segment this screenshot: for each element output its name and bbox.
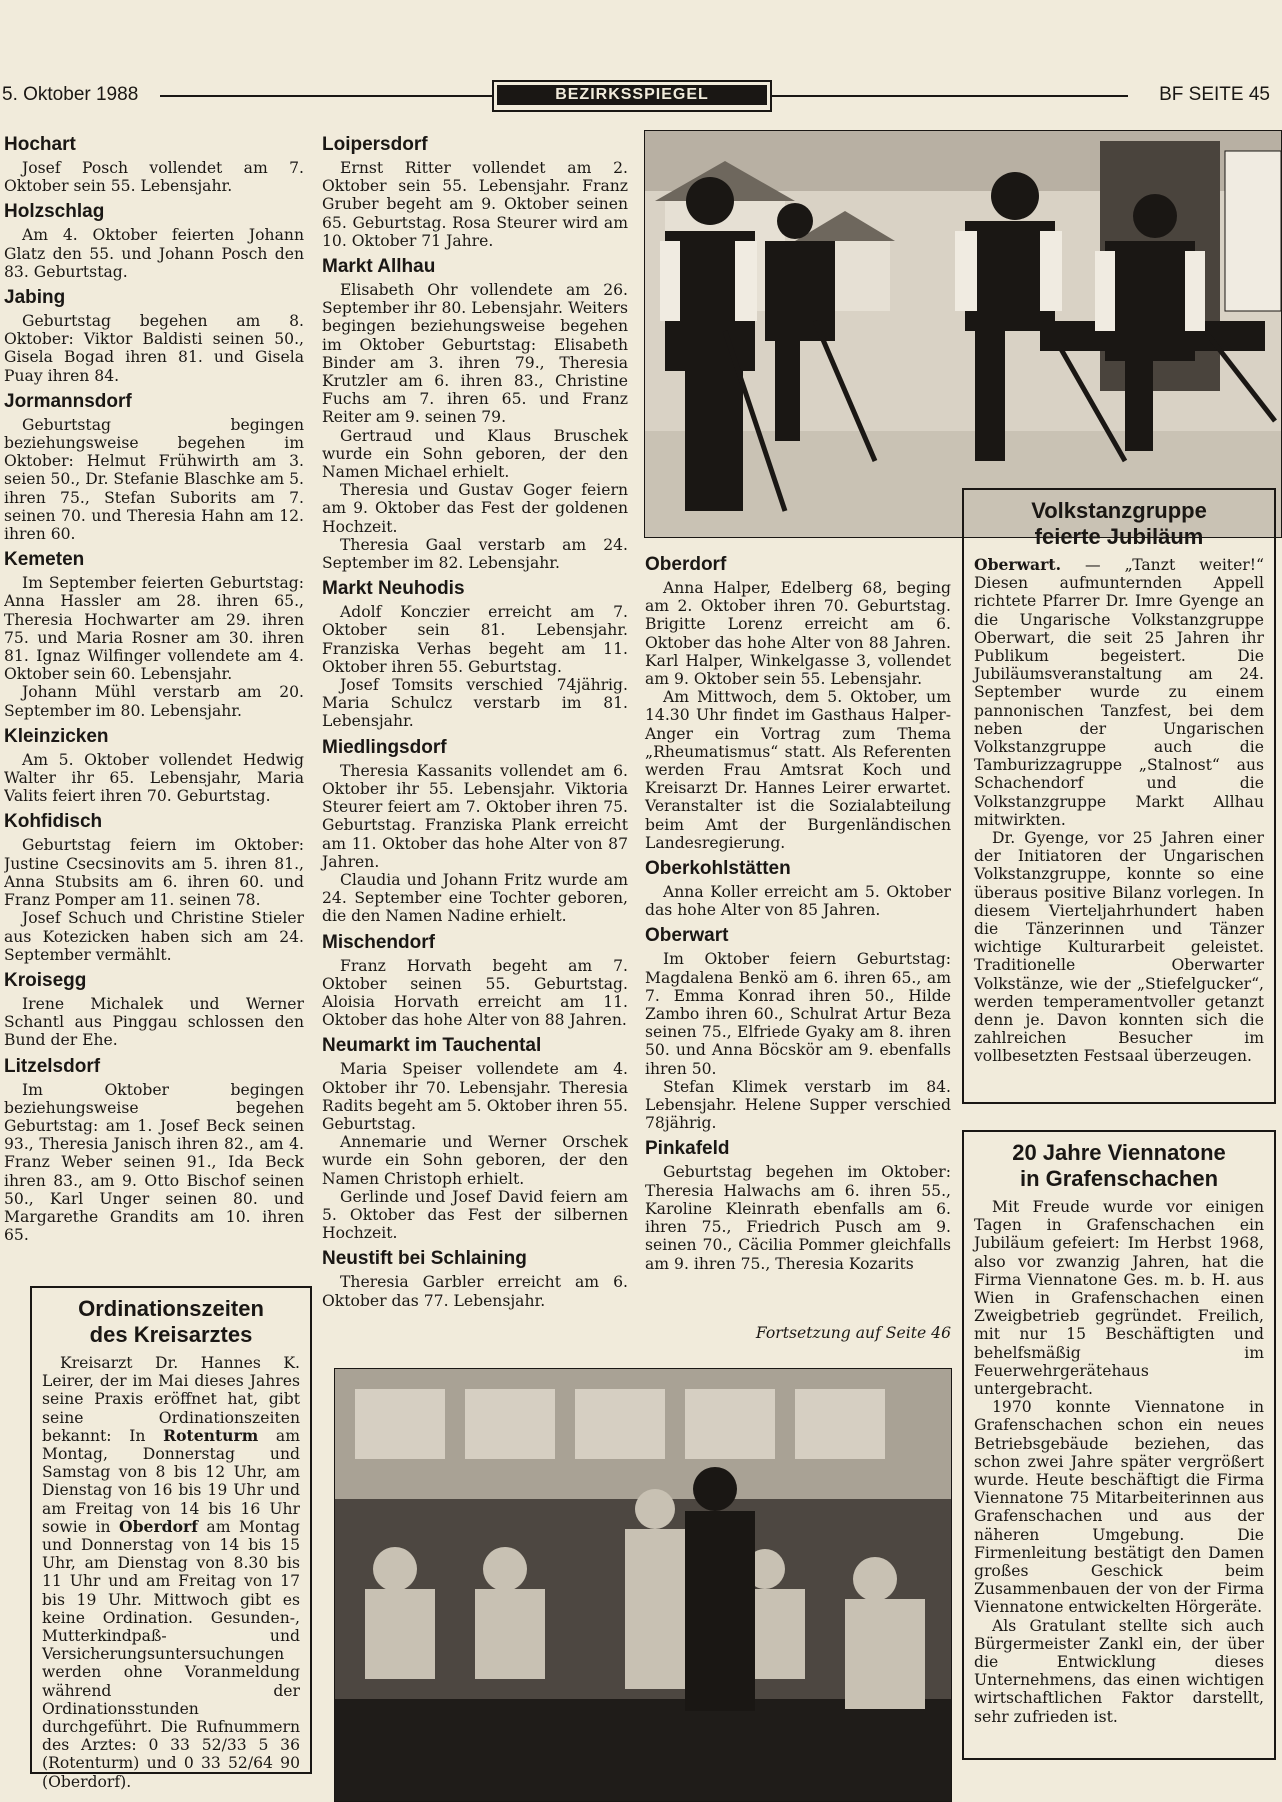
section-paragraph-neumarkt-im-tauchental-1: Annemarie und Werner Orschek wurde ein Sohn geboren, der den Namen Christoph erhielt. [322,1133,628,1188]
volkstanz-title-line1: Volkstanzgruppe [1031,498,1207,523]
section-paragraph-kleinzicken-0: Am 5. Oktober vollendet Hedwig Walter ihr 65. Lebensjahr, Maria Valits feiert ihren 70. Geburtstag. [4,750,304,806]
ordination-text [42,1354,300,1791]
section-heading-loipersdorf: Loipersdorf [322,134,428,155]
ordination-place-oberdorf: Oberdorf [119,1516,198,1536]
section-heading-jabing: Jabing [4,287,66,309]
viennatone-title-line1: 20 Jahre Viennatone [1012,1140,1226,1165]
section-heading-hochart: Hochart [4,134,76,155]
ordination-title-line2: des Kreisarztes [89,1322,253,1347]
volkstanz-dateline: Oberwart. [974,555,1061,574]
volkstanz-article-box [962,488,1276,1104]
section-heading-kohfidisch: Kohfidisch [4,811,103,833]
section-paragraph-neumarkt-im-tauchental-0: Maria Speiser vollendete am 4. Oktober ihr 70. Lebensjahr. Theresia Radits begeht am 5. Oktober ihren 55. Geburtstag. [322,1060,628,1133]
masthead [492,80,772,112]
section-paragraph-markt-allhau-0: Elisabeth Ohr vollendete am 26. September ihr 80. Lebensjahr. Weiters begingen beziehungsweise begehen im Oktober Geburtstag: Elisabeth Binder am 3. ihren 79., Theresia Krutzler am 6. ihren 83., Christine Fuchs am 7. ihren 65. und Franz Reiter am 9. seinen 79. [322,281,628,427]
volkstanz-para2: Dr. Gyenge, vor 25 Jahren einer der Initiatoren der Ungarischen Volkstanzgruppe, konnte so eine überaus positive Bilanz vorlegen. In diesem Vierteljahrhundert haben die Tänzerinnen und Tänzer wichtige Kulturarbeit geleistet. Traditionelle Oberwarter Volkstänze, wie der „Stiefelgucker“, werden temperamentvoller getanzt denn je. Davon konnten sich die zahlreichen Besucher im vollbesetzten Festsaal überzeugen. [974,829,1264,1066]
section-paragraph-kemeten-0: Im September feierten Geburtstag: Anna Hassler am 28. ihren 65., Theresia Hochwarter am 29. ihren 75. und Maria Rosner am 30. ihren 81. Ignaz Wilfinger vollendete am 4. Oktober sein 60. Lebensjahr. [4,574,304,684]
section-paragraph-markt-neuhodis-0: Adolf Konczier erreicht am 7. Oktober sein 81. Lebensjahr. Franziska Verhas begeht am 11. Oktober ihren 55. Geburtstag. [322,603,628,676]
section-heading-mischendorf: Mischendorf [322,931,435,953]
header-rule-right [772,95,1128,97]
section-heading-miedlingsdorf: Miedlingsdorf [322,736,447,758]
factory-workers-photo [334,1368,952,1802]
section-heading-kemeten: Kemeten [4,549,85,571]
section-paragraph-kohfidisch-1: Josef Schuch und Christine Stieler aus Kotezicken haben sich am 24. September vermählt. [4,909,304,964]
column-3 [645,548,951,1273]
volkstanz-lead-text: — „Tanzt weiter!“ Diesen aufmunternden Appell richtete Pfarrer Dr. Imre Gyenge an die Ungarische Volkstanzgruppe Oberwart, die seit 25 Jahren ihr Publikum begeistert. Die Jubiläumsveranstaltung am 24. September wurde zu einem pannonischen Tanzfest, bei dem neben der Ungarischen Volkstanzgruppe auch die Tamburizzagruppe „Stalnost“ aus Schachendorf und die Volkstanzgruppe Markt Allhau mitwirkten. [974,556,1264,829]
section-paragraph-kohfidisch-0: Geburtstag feiern im Oktober: Justine Csecsinovits am 5. ihren 81., Anna Stubsits am 6. ihren 60. und Franz Pomper am 11. seinen 78. [4,836,304,910]
viennatone-article-box [962,1130,1276,1760]
column-1 [4,128,304,1244]
section-paragraph-oberdorf-0: Anna Halper, Edelberg 68, beging am 2. Oktober ihren 70. Geburtstag. Brigitte Lorenz erreicht am 6. Oktober das hohe Alter von 88 Jahren. Karl Halper, Winkelgasse 3, vollendet am 9. Oktober sein 55. Lebensjahr. [645,579,951,689]
section-heading-markt-neuhodis: Markt Neuhodis [322,578,465,600]
ordination-article-box [30,1286,312,1791]
section-paragraph-hochart-0: Josef Posch vollendet am 7. Oktober sein 55. Lebensjahr. [4,159,304,196]
factory-workers-photo-drawing [335,1369,951,1801]
section-paragraph-oberkohlstätten-0: Anna Koller erreicht am 5. Oktober das hohe Alter von 85 Jahren. [645,883,951,920]
masthead-label: BEZIRKSSPIEGEL [497,85,767,105]
section-heading-holzschlag: Holzschlag [4,201,105,223]
ordination-title-line1: Ordinationszeiten [78,1296,264,1321]
section-heading-litzelsdorf: Litzelsdorf [4,1055,101,1077]
continuation-note: Fortsetzung auf Seite 46 [755,1324,951,1342]
ordination-place-rotenturm: Rotenturm [163,1425,259,1445]
section-paragraph-oberwart-1: Stefan Klimek verstarb im 84. Lebensjahr. Helene Supper verschied 78jährig. [645,1077,951,1133]
page-number: BF SEITE 45 [1159,84,1270,105]
section-paragraph-litzelsdorf-0: Im Oktober begingen beziehungsweise begehen Geburtstag: am 1. Josef Beck seinen 93., Theresia Janisch ihren 82., am 4. Franz Weber seinen 91., Ida Beck ihren 83., am 9. Otto Bischof seinen 50., Karl Unger seinen 80. und Margarethe Grandits am 10. ihren 65. [4,1080,304,1245]
section-paragraph-jabing-0: Geburtstag begehen am 8. Oktober: Viktor Baldisti seinen 50., Gisela Bogad ihren 81. und Gisela Puay ihren 84. [4,312,304,385]
section-heading-markt-allhau: Markt Allhau [322,256,436,278]
section-paragraph-miedlingsdorf-1: Claudia und Johann Fritz wurde am 24. September eine Tochter geboren, die den Namen Nadine erhielt. [322,870,628,926]
volkstanz-title [974,498,1264,550]
section-paragraph-markt-neuhodis-1: Josef Tomsits verschied 74jährig. Maria Schulcz verstarb im 81. Lebensjahr. [322,676,628,731]
viennatone-title [974,1140,1264,1192]
issue-date: 5. Oktober 1988 [2,84,139,105]
section-paragraph-oberwart-0: Im Oktober feiern Geburtstag: Magdalena Benkö am 6. ihren 65., am 7. Emma Konrad ihren 50., Hilde Zambo ihren 60., Schulrat Artur Beza seinen 75., Elfriede Gyaky am 8. ihren 50. und Anna Böcskör am 9. ebenfalls ihren 50. [645,950,951,1078]
ordination-text-part2: am Montag, Donnerstag und Samstag von 8 bis 12 Uhr, am Dienstag von 16 bis 19 Uhr und am Freitag von 14 bis 16 Uhr sowie in [42,1426,300,1536]
viennatone-para1: Mit Freude wurde vor einigen Tagen in Grafenschachen ein Jubiläum gefeiert: Im Herbst 1968, also vor zwanzig Jahren, hat die Firma Viennatone Ges. m. b. H. aus Wien in Grafenschachen einen Zweigbetrieb gegründet. Freilich, mit nur 15 Beschäftigten und behelfsmäßig im Feuerwehrgerätehaus untergebracht. [974,1198,1264,1399]
section-paragraph-kroisegg-0: Irene Michalek und Werner Schantl aus Pinggau schlossen den Bund der Ehe. [4,994,304,1050]
ordination-text-part1: Kreisarzt Dr. Hannes K. Leirer, der im Mai dieses Jahres seine Praxis eröffnet hat, gibt seine Ordinationszeiten bekannt: In [42,1354,300,1445]
header-rule-left [160,95,492,97]
section-paragraph-mischendorf-0: Franz Horvath begeht am 7. Oktober seinen 55. Geburtstag. Aloisia Horvath erreicht am 11. Oktober das hohe Alter von 88 Jahren. [322,956,628,1030]
folk-dance-photo-drawing [645,131,1281,537]
ordination-text-part3: am Montag und Donnerstag von 14 bis 15 Uhr, am Dienstag von 8.30 bis 11 Uhr und am Freitag von 17 bis 19 Uhr. Mittwoch gibt es keine Ordination. Gesunden-, Mutterkindpaß- und Versicherungsuntersuchungen werden ohne Voranmeldung während der Ordinationsstunden durchgeführt. Die Rufnummern des Arztes: 0 33 52/33 5 36 (Rotenturm) und 0 33 52/64 90 (Oberdorf). [42,1517,300,1791]
section-paragraph-holzschlag-0: Am 4. Oktober feierten Johann Glatz den 55. und Johann Posch den 83. Geburtstag. [4,226,304,281]
section-paragraph-markt-allhau-2: Theresia und Gustav Goger feiern am 9. Oktober das Fest der goldenen Hochzeit. [322,481,628,536]
column-2 [322,128,628,1310]
viennatone-para3: Als Gratulant stellte sich auch Bürgermeister Zankl ein, der über die Entwicklung dieses Unternehmens, das einen wichtigen wirtschaftlichen Faktor darstellt, sehr zufrieden ist. [974,1616,1264,1726]
section-paragraph-loipersdorf-0: Ernst Ritter vollendet am 2. Oktober sein 55. Lebensjahr. Franz Gruber begeht am 9. Oktober seinen 65. Geburtstag. Rosa Steurer wird am 10. Oktober 71 Jahre. [322,159,628,250]
section-heading-neumarkt-im-tauchental: Neumarkt im Tauchental [322,1035,542,1057]
ordination-title [42,1296,300,1348]
section-paragraph-oberdorf-1: Am Mittwoch, dem 5. Oktober, um 14.30 Uhr findet im Gasthaus Halper-Anger ein Vortrag zum Thema „Rheumatismus“ statt. Als Referenten werden Frau Amtsrat Koch und Kreisarzt Dr. Hannes Leirer erwartet. Veranstalter ist die Sozialabteilung beim Amt der Burgenländischen Landesregierung. [645,688,951,852]
folk-dance-photo [644,130,1282,538]
section-paragraph-markt-allhau-1: Gertraud und Klaus Bruschek wurde ein Sohn geboren, der den Namen Michael erhielt. [322,426,628,482]
section-paragraph-neustift-bei-schlaining-0: Theresia Garbler erreicht am 6. Oktober das 77. Lebensjahr. [322,1273,628,1310]
section-heading-oberkohlstätten: Oberkohlstätten [645,858,791,880]
section-heading-oberwart: Oberwart [645,925,729,947]
viennatone-title-line2: in Grafenschachen [1019,1166,1219,1191]
volkstanz-title-line2: feierte Jubiläum [1034,524,1204,549]
section-heading-pinkafeld: Pinkafeld [645,1138,730,1160]
volkstanz-lead [974,556,1264,829]
section-paragraph-neumarkt-im-tauchental-2: Gerlinde und Josef David feiern am 5. Oktober das Fest der silbernen Hochzeit. [322,1187,628,1243]
section-paragraph-miedlingsdorf-0: Theresia Kassanits vollendet am 6. Oktober ihr 55. Lebensjahr. Viktoria Steurer feiert am 7. Oktober ihren 75. Geburtstag. Franziska Plank erreicht am 11. Oktober das hohe Alter von 87 Jahren. [322,761,628,871]
section-heading-jormannsdorf: Jormannsdorf [4,390,132,412]
section-paragraph-kemeten-1: Johann Mühl verstarb am 20. September im 80. Lebensjahr. [4,683,304,720]
section-paragraph-pinkafeld-0: Geburtstag begehen im Oktober: Theresia Halwachs am 6. ihren 55., Karoline Kleinrath ebenfalls am 6. ihren 75., Friedrich Pusch am 9. seinen 70., Cäcilia Pommer gleichfalls am 9. ihren 75., Theresia Kozarits [645,1163,951,1273]
section-heading-oberdorf: Oberdorf [645,554,727,575]
viennatone-para2: 1970 konnte Viennatone in Grafenschachen schon ein neues Betriebsgebäude beziehen, das schon zwei Jahre später vergrößert wurde. Heute beschäftigt die Firma Viennatone 75 Mitarbeiterinnen aus Grafenschachen und aus der näheren Umgebung. Die Firmenleitung bestätigt den Damen großes Geschick beim Zusammenbauen der von der Firma Viennatone entwickelten Hörgeräte. [974,1398,1264,1617]
section-paragraph-jormannsdorf-0: Geburtstag begingen beziehungsweise begehen im Oktober: Helmut Frühwirth am 3. seien 50., Dr. Stefanie Blaschke am 5. ihren 75., Stefan Suborits am 7. seinen 70. und Theresia Hahn am 12. ihren 60. [4,415,304,544]
section-heading-kroisegg: Kroisegg [4,969,87,991]
section-heading-neustift-bei-schlaining: Neustift bei Schlaining [322,1248,527,1270]
section-paragraph-markt-allhau-3: Theresia Gaal verstarb am 24. September im 82. Lebensjahr. [322,535,628,573]
page-header [0,80,1282,112]
section-heading-kleinzicken: Kleinzicken [4,725,109,747]
